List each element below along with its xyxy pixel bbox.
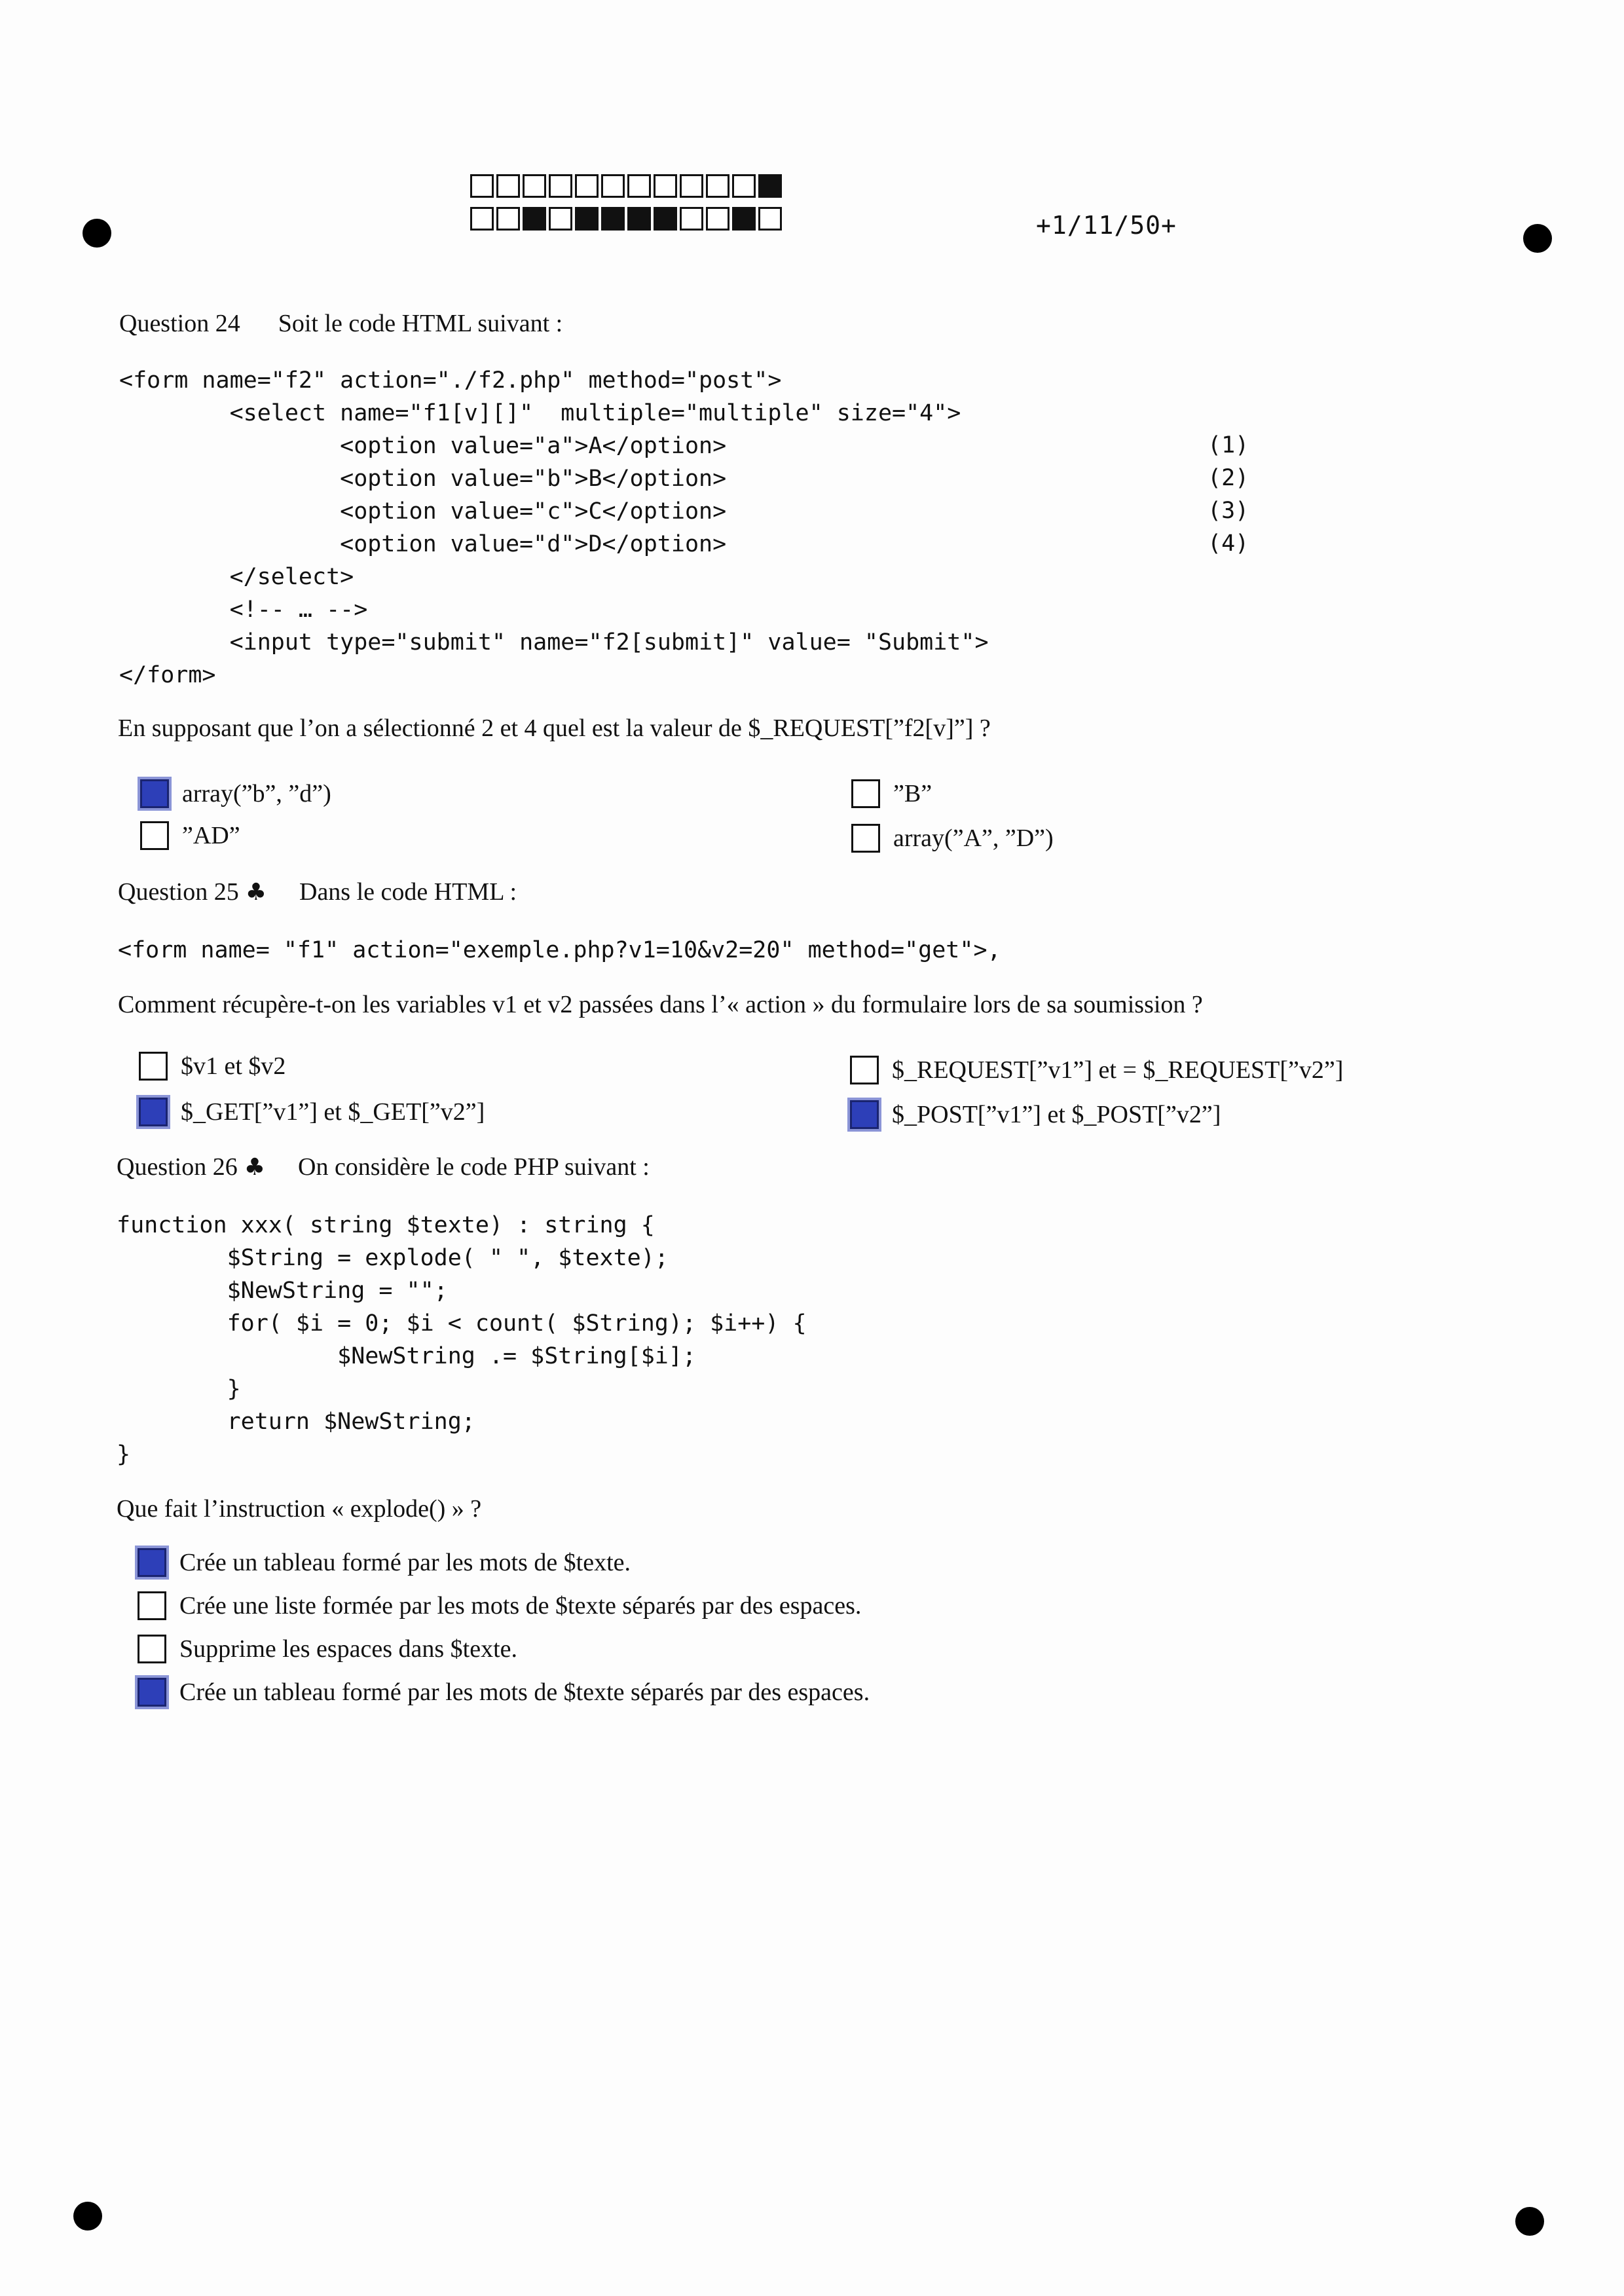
barcode-cell (654, 207, 677, 231)
barcode-cell (470, 207, 494, 231)
choice-label: Crée un tableau formé par les mots de $texte. (179, 1549, 631, 1576)
question-24-title (119, 309, 563, 338)
question-prompt: Dans le code HTML : (299, 878, 517, 906)
choice-label: Crée une liste formée par les mots de $texte séparés par des espaces. (179, 1592, 862, 1620)
question-prompt: Soit le code HTML suivant : (278, 310, 563, 337)
q26-choice-2[interactable] (138, 1591, 861, 1620)
checkbox[interactable] (851, 779, 880, 808)
choice-label: Supprime les espaces dans $texte. (179, 1635, 518, 1663)
question-25-code: <form name= "f1" action="exemple.php?v1=10&v2=20" method="get">, (118, 937, 1001, 963)
q24-choice-4[interactable] (851, 824, 1054, 853)
barcode-cell (758, 174, 782, 198)
barcode-cell (549, 207, 572, 231)
choice-label: ”AD” (182, 822, 240, 849)
q24-choice-2[interactable] (851, 779, 932, 808)
q26-choice-3[interactable] (138, 1635, 517, 1663)
question-24-code: <form name="f2" action="./f2.php" method="post"> <select name="f1[v][]" multiple="multiple" size="4"> <option value="a">A</option> <option value="b">B</option> <option value="c">C</option> <option value="d">D</option> </select> <!-- … --> <input type="submit" name="f2[submit]" value= "Submit"> </form> (119, 367, 989, 688)
checkbox[interactable] (138, 1678, 166, 1707)
question-number: Question 25 (118, 878, 239, 906)
registration-mark-bottom-right (1515, 2207, 1544, 2236)
q25-choice-2[interactable] (850, 1056, 1343, 1084)
barcode-cell (758, 207, 782, 231)
registration-mark-top-left (83, 219, 111, 248)
choice-label: $_POST[”v1”] et $_POST[”v2”] (892, 1101, 1221, 1128)
barcode-cell (496, 174, 520, 198)
checkbox[interactable] (139, 1098, 168, 1126)
barcode-cell (575, 207, 599, 231)
barcode-cell (732, 174, 756, 198)
registration-mark-bottom-left (73, 2202, 102, 2231)
option-annotation-2: (2) (1208, 465, 1249, 491)
choice-label: array(”b”, ”d”) (182, 780, 331, 807)
checkbox[interactable] (138, 1548, 166, 1577)
barcode-cell (706, 207, 729, 231)
question-26-title (117, 1153, 650, 1181)
choice-label: Crée un tableau formé par les mots de $texte séparés par des espaces. (179, 1678, 870, 1706)
question-number: Question 24 (119, 310, 240, 337)
question-25-text: Comment récupère-t-on les variables v1 et v2 passées dans l’« action » du formulaire lors de sa soumission ? (118, 991, 1203, 1018)
checkbox[interactable] (850, 1100, 879, 1129)
barcode-row-2 (470, 207, 784, 231)
question-number: Question 26 (117, 1153, 238, 1181)
q26-choice-1[interactable] (138, 1548, 631, 1577)
question-24-text: En supposant que l’on a sélectionné 2 et 4 quel est la valeur de $_REQUEST[”f2[v]”] ? (118, 714, 991, 742)
question-26-text: Que fait l’instruction « explode() » ? (117, 1495, 482, 1523)
q26-choice-4[interactable] (138, 1678, 870, 1707)
q25-choice-3[interactable] (139, 1098, 485, 1126)
barcode-cell (549, 174, 572, 198)
choice-label: $_REQUEST[”v1”] et = $_REQUEST[”v2”] (892, 1056, 1344, 1084)
barcode-cell (706, 174, 729, 198)
choice-label: array(”A”, ”D”) (893, 824, 1054, 852)
question-26-code: function xxx( string $texte) : string { $String = explode( " ", $texte); $NewString = ""; for( $i = 0; $i < count( $String); $i++) { $NewString .= $String[$i]; } return $NewString; } (117, 1212, 807, 1468)
barcode-cell (732, 207, 756, 231)
checkbox[interactable] (850, 1056, 879, 1084)
question-prompt: On considère le code PHP suivant : (298, 1153, 650, 1181)
choice-label: $_GET[”v1”] et $_GET[”v2”] (181, 1098, 485, 1126)
choice-label: ”B” (893, 780, 932, 807)
barcode-cell (627, 207, 651, 231)
club-icon: ♣ (244, 1154, 265, 1181)
checkbox[interactable] (138, 1635, 166, 1663)
choice-label: $v1 et $v2 (181, 1052, 286, 1080)
q24-choice-3[interactable] (140, 821, 240, 850)
barcode-cell (601, 174, 625, 198)
page-id: +1/11/50+ (1036, 211, 1177, 240)
barcode-cell (680, 174, 703, 198)
barcode-cell (523, 174, 546, 198)
barcode-row-1 (470, 174, 784, 198)
barcode-cell (496, 207, 520, 231)
checkbox[interactable] (851, 824, 880, 853)
barcode-cell (627, 174, 651, 198)
question-25-title (118, 878, 517, 906)
barcode-cell (470, 174, 494, 198)
barcode-cell (680, 207, 703, 231)
checkbox[interactable] (140, 821, 169, 850)
checkbox[interactable] (140, 779, 169, 808)
q24-choice-1[interactable] (140, 779, 331, 808)
checkbox[interactable] (138, 1591, 166, 1620)
registration-mark-top-right (1523, 224, 1552, 253)
checkbox[interactable] (139, 1052, 168, 1081)
club-icon: ♣ (245, 879, 267, 906)
option-annotation-4: (4) (1208, 530, 1249, 557)
q25-choice-4[interactable] (850, 1100, 1221, 1129)
option-annotation-3: (3) (1208, 498, 1249, 524)
q25-choice-1[interactable] (139, 1052, 286, 1081)
option-annotation-1: (1) (1208, 432, 1249, 458)
barcode-cell (523, 207, 546, 231)
barcode-cell (575, 174, 599, 198)
barcode-cell (654, 174, 677, 198)
barcode-cell (601, 207, 625, 231)
